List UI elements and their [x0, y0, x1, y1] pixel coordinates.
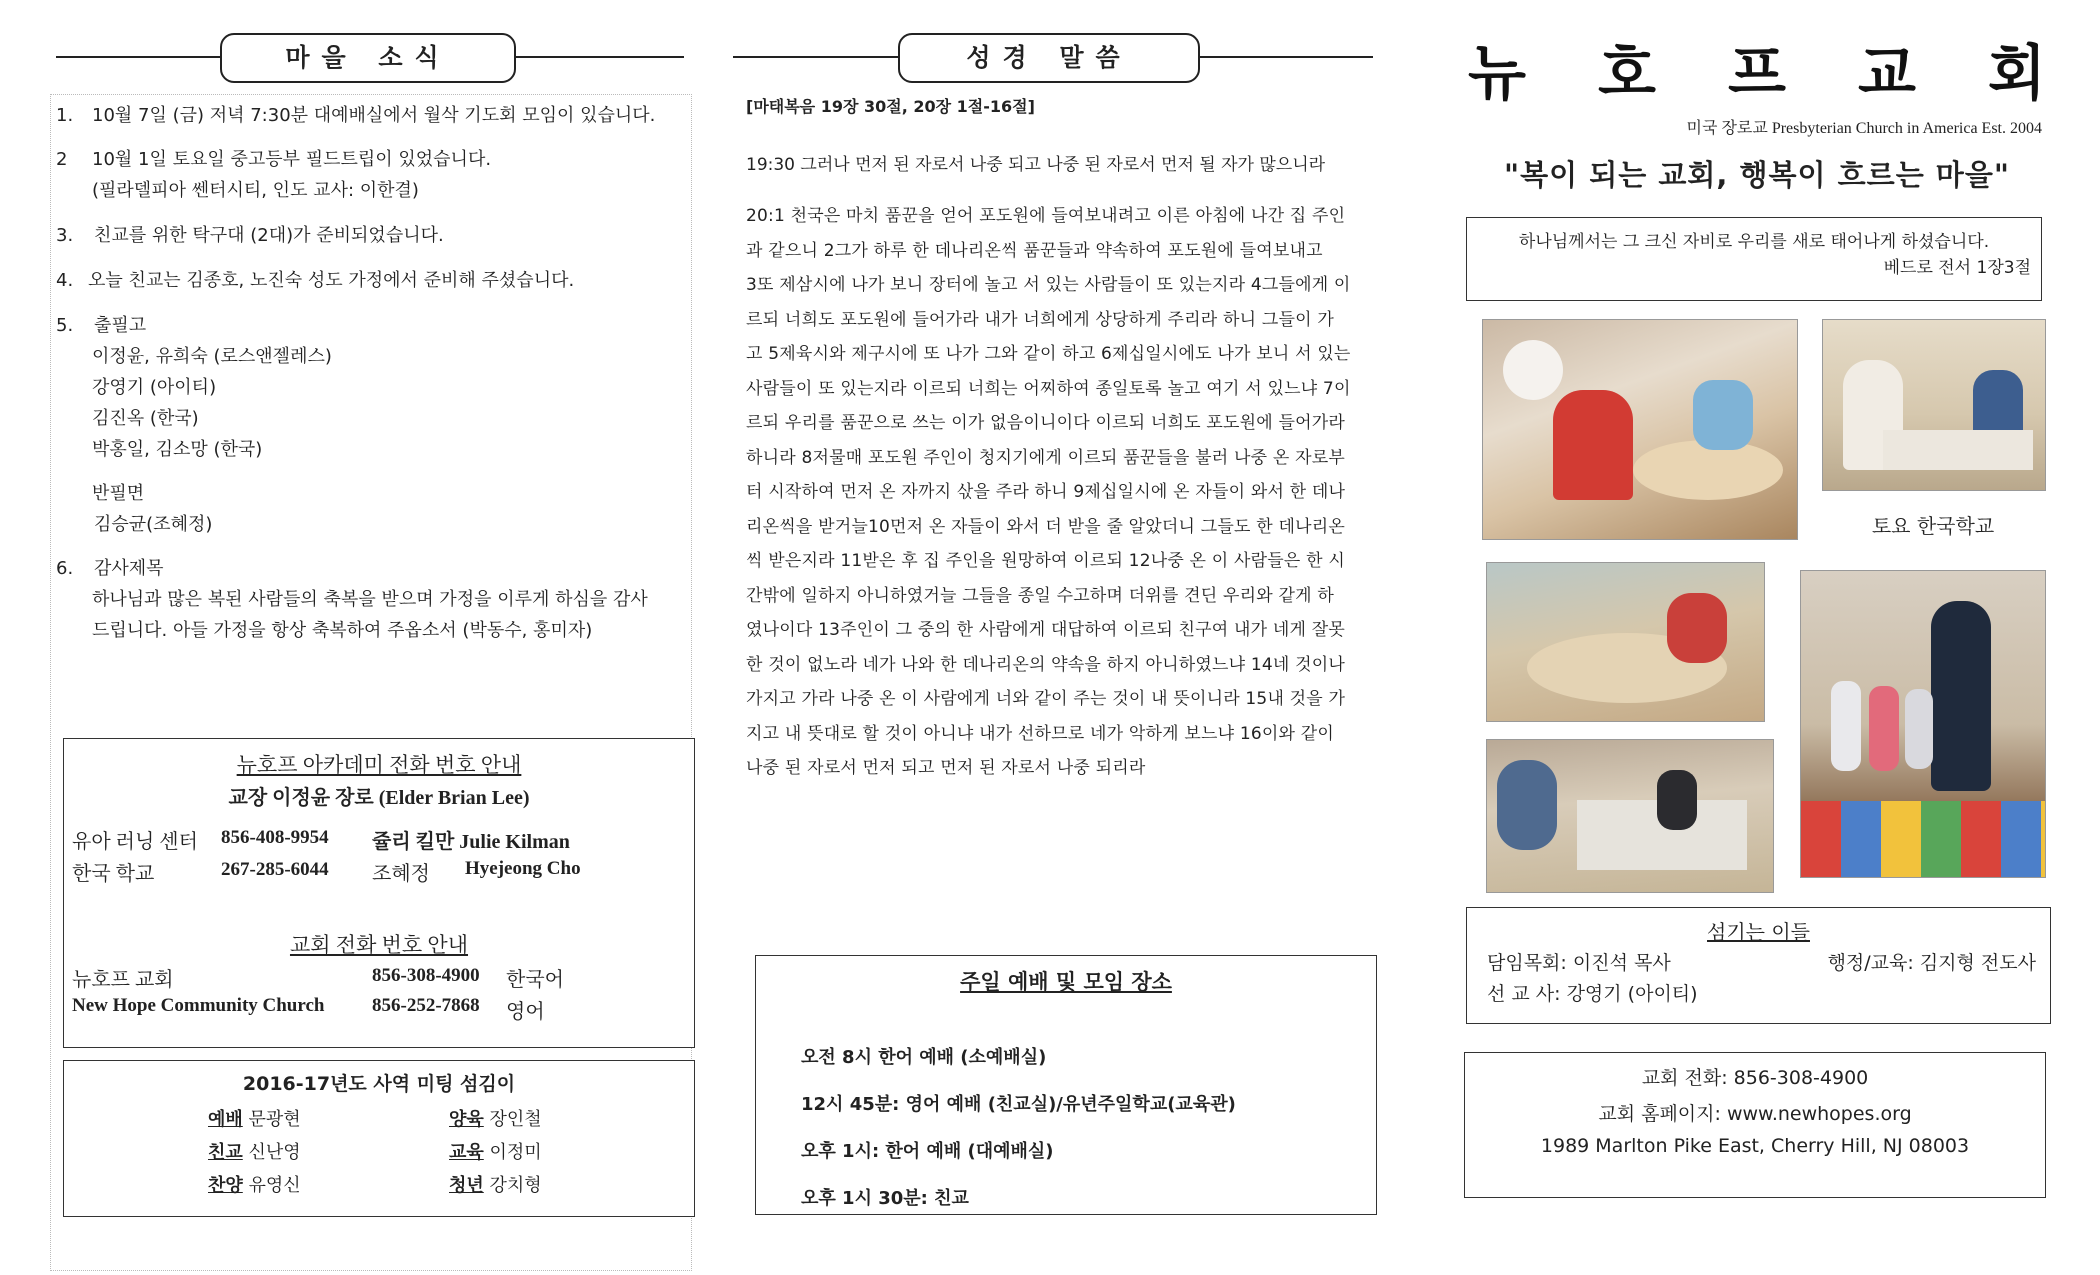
- worship-item: 오후 1시 30분: 친교: [801, 1188, 969, 1209]
- ministry-person: 이정미: [489, 1142, 542, 1163]
- ministry-person: 문광현: [248, 1109, 301, 1130]
- scripture-verse: 19:30 그러나 먼저 된 자로서 나중 되고 나중 된 자로서 먼저 될 자가 많으니라: [746, 155, 1326, 175]
- worship-item: 오전 8시 한어 예배 (소예배실): [801, 1047, 1047, 1068]
- church-phone: 856-308-4900: [372, 965, 480, 986]
- academy-name: 유아 러닝 센터: [72, 831, 198, 853]
- news-text: 박홍일, 김소망 (한국): [92, 439, 263, 460]
- principal-line: 교장 이정윤 장로 (Elder Brian Lee): [228, 787, 530, 809]
- scripture-line: 과 같으니 2그가 하루 한 데나리온씩 품꾼들과 약속하여 포도원에 들여보내고: [746, 240, 1323, 261]
- photo-children-masks: [1482, 319, 1798, 540]
- academy-contact-en: Hyejeong Cho: [465, 858, 581, 879]
- contact-box: [1464, 1052, 2046, 1198]
- news-text: 반필면: [92, 483, 145, 504]
- news-text: 이정윤, 유희숙 (로스앤젤레스): [92, 346, 332, 367]
- news-text: (필라델피아 쎈터시티, 인도 교사: 이한결): [92, 180, 419, 201]
- scripture-line: 지고 내 뜻대로 할 것이 아니냐 내가 선하므로 네가 악하게 보느냐 16이와 같이: [746, 723, 1334, 744]
- ministry-person: 유영신: [248, 1175, 301, 1196]
- ministry-role: 찬양: [208, 1175, 243, 1196]
- worship-box: [755, 955, 1377, 1215]
- scripture-line: 르되 우리를 품꾼으로 쓰는 이가 없음이니이다 이르되 너희도 포도원에 들어가라: [746, 413, 1345, 433]
- scripture-line: 나중 된 자로서 먼저 되고 먼저 된 자로서 나중 되리라: [746, 758, 1146, 778]
- scripture-line: 터 시작하여 먼저 온 자까지 삯을 주라 하니 9제십일시에 온 자들이 와서 한 데나: [746, 482, 1346, 502]
- ministry-person: 장인철: [489, 1109, 542, 1130]
- ministry-title: 2016-17년도 사역 미팅 섬김이: [242, 1073, 516, 1095]
- scripture-line: 하니라 8저물매 포도원 주인이 청지기에게 이르되 품꾼들을 불러 나중 온 자로부: [746, 447, 1345, 468]
- photo-caption: 토요 한국학교: [1871, 514, 1995, 538]
- church-name-char: 교: [1858, 39, 1916, 109]
- worship-item: 12시 45분: 영어 예배 (친교실)/유년주일학교(교육관): [801, 1094, 1236, 1115]
- affiliation: 미국 장로교 Presbyterian Church in America Est. 2004: [1686, 120, 2042, 137]
- news-text: 친교를 위한 탁구대 (2대)가 준비되었습니다.: [94, 225, 444, 246]
- news-text: 하나님과 많은 복된 사람들의 축복을 받으며 가정을 이루게 하심을 감사: [92, 589, 648, 610]
- staff-missionary: 선 교 사: 강영기 (아이티): [1487, 983, 1698, 1005]
- church-name-char: 뉴: [1468, 39, 1526, 109]
- scripture-line: 가지고 가라 나중 온 이 사람에게 너와 같이 주는 것이 내 뜻이니라 15내 것을 가: [746, 689, 1346, 709]
- scripture-line: 사람들이 또 있는지라 이르되 너희는 어찌하여 종일토록 놀고 여기 서 있느냐 7이: [746, 378, 1351, 399]
- worship-item: 오후 1시: 한어 예배 (대예배실): [801, 1141, 1054, 1162]
- church-lang: 영어: [506, 1001, 545, 1023]
- scripture-line: 3또 제삼시에 나가 보니 장터에 놀고 서 있는 사람들이 또 있는지라 4그들에게 이: [746, 275, 1351, 295]
- church-phone: 856-252-7868: [372, 995, 480, 1016]
- ministry-role: 친교: [208, 1142, 243, 1163]
- ministry-person: 강치형: [489, 1175, 542, 1196]
- news-text: 김진옥 (한국): [92, 408, 199, 429]
- photo-kids-table: [1486, 739, 1774, 893]
- news-text: 10월 1일 토요일 중고등부 필드트립이 있었습니다.: [92, 149, 492, 170]
- scripture-title: 성경 말씀: [898, 33, 1200, 83]
- church-name-char: 호: [1598, 39, 1656, 109]
- photo-teacher-student: [1822, 319, 2046, 491]
- news-num: 5.: [56, 315, 74, 336]
- church-phone-title: 교회 전화 번호 안내: [289, 933, 469, 957]
- verse-text: 하나님께서는 그 크신 자비로 우리를 새로 태어나게 하셨습니다.: [1518, 232, 1990, 252]
- motto: "복이 되는 교회, 행복이 흐르는 마을": [1504, 158, 2010, 192]
- scripture-line: 고 5제육시와 제구시에 또 나가 그와 같이 하고 6제십일시에도 나가 보니 서 있는: [746, 344, 1351, 364]
- scripture-line: 간밖에 일하지 아니하였거늘 그들을 종일 수고하며 더위를 견딘 우리와 같게 하: [746, 585, 1334, 606]
- scripture-passage: [746, 199, 1376, 786]
- scripture-line: 였나이다 13주인이 그 중의 한 사람에게 대답하여 이르되 친구여 내가 네게 잘못: [746, 620, 1345, 640]
- scripture-line: 르되 너희도 포도원에 들어가라 내가 너희에게 상당하게 주리라 하니 그들이 가: [746, 309, 1334, 330]
- ministry-box: [63, 1060, 695, 1217]
- church-name: New Hope Community Church: [72, 995, 325, 1016]
- academy-name: 한국 학교: [72, 863, 155, 885]
- news-num: 4.: [56, 270, 74, 291]
- phone-info-box: [63, 738, 695, 1048]
- news-text: 드립니다. 아들 가정을 항상 축복하여 주옵소서 (박동수, 홍미자): [92, 620, 593, 641]
- church-lang: 한국어: [506, 969, 564, 991]
- scripture-line: 한 것이 없노라 네가 나와 한 데나리온의 약속을 하지 아니하였느냐 14네 것이나: [746, 654, 1345, 675]
- news-text: 김승균(조혜정): [94, 514, 213, 535]
- news-title: 마을 소식: [220, 33, 516, 83]
- ministry-role: 청년: [449, 1175, 484, 1196]
- ministry-role: 교육: [449, 1142, 484, 1163]
- church-name-char: 프: [1728, 39, 1786, 109]
- academy-phone-title: 뉴호프 아카데미 전화 번호 안내: [236, 753, 522, 777]
- church-name-char: 회: [1988, 39, 2046, 109]
- scripture-line: 20:1 천국은 마치 품꾼을 얻어 포도원에 들여보내려고 이른 아침에 나간 집 주인: [746, 206, 1346, 226]
- news-text: 10월 7일 (금) 저녁 7:30분 대예배실에서 월삭 기도회 모임이 있습니다.: [92, 105, 656, 126]
- academy-contact: 조혜정: [372, 863, 430, 885]
- news-num: 1.: [56, 105, 74, 126]
- academy-contact: 쥴리 킬만 Julie Kilman: [372, 831, 570, 853]
- scripture-line: 씩 받은지라 11받은 후 집 주인을 원망하여 이르되 12나중 온 이 사람들은 한 시: [746, 551, 1345, 571]
- academy-phone: 267-285-6044: [221, 859, 329, 880]
- ministry-left: [208, 1103, 301, 1202]
- photo-table-class: [1486, 562, 1765, 722]
- news-text: 감사제목: [94, 558, 164, 579]
- worship-title: 주일 예배 및 모임 장소: [960, 970, 1172, 994]
- news-text: 출필고: [94, 315, 147, 336]
- news-text: 오늘 친교는 김종호, 노진숙 성도 가정에서 준비해 주셨습니다.: [88, 270, 575, 291]
- church-name: [1468, 38, 2046, 110]
- church-name: 뉴호프 교회: [72, 969, 174, 991]
- ministry-right: [449, 1103, 542, 1202]
- ministry-role: 양육: [449, 1109, 484, 1130]
- contact-website: 교회 홈페이지: www.newhopes.org: [1598, 1103, 1912, 1125]
- verse-ref: 베드로 전서 1장3절: [1883, 258, 2031, 278]
- news-num: 2: [56, 149, 68, 170]
- news-num: 3.: [56, 225, 74, 246]
- verse-box: [1466, 217, 2042, 301]
- news-num: 6.: [56, 558, 74, 579]
- ministry-role: 예배: [208, 1109, 243, 1130]
- news-text: 강영기 (아이티): [92, 377, 217, 398]
- staff-admin: 행정/교육: 김지형 전도사: [1827, 952, 2036, 974]
- scripture-reference: [마태복음 19장 30절, 20장 1절-16절]: [746, 97, 1035, 116]
- staff-pastor: 담임목회: 이진석 목사: [1487, 952, 1671, 974]
- staff-title: 섬기는 이들: [1707, 920, 1810, 944]
- contact-address: 1989 Marlton Pike East, Cherry Hill, NJ 08003: [1540, 1135, 1970, 1157]
- contact-phone: 교회 전화: 856-308-4900: [1641, 1067, 1869, 1089]
- photo-teacher-kids: [1800, 570, 2046, 878]
- academy-phone: 856-408-9954: [221, 827, 329, 848]
- worship-list: [801, 1034, 1236, 1222]
- ministry-person: 신난영: [248, 1142, 301, 1163]
- staff-box: [1466, 907, 2051, 1024]
- scripture-line: 리온씩을 받거늘10먼저 온 자들이 와서 더 받을 줄 알았더니 그들도 한 데나리온: [746, 516, 1345, 537]
